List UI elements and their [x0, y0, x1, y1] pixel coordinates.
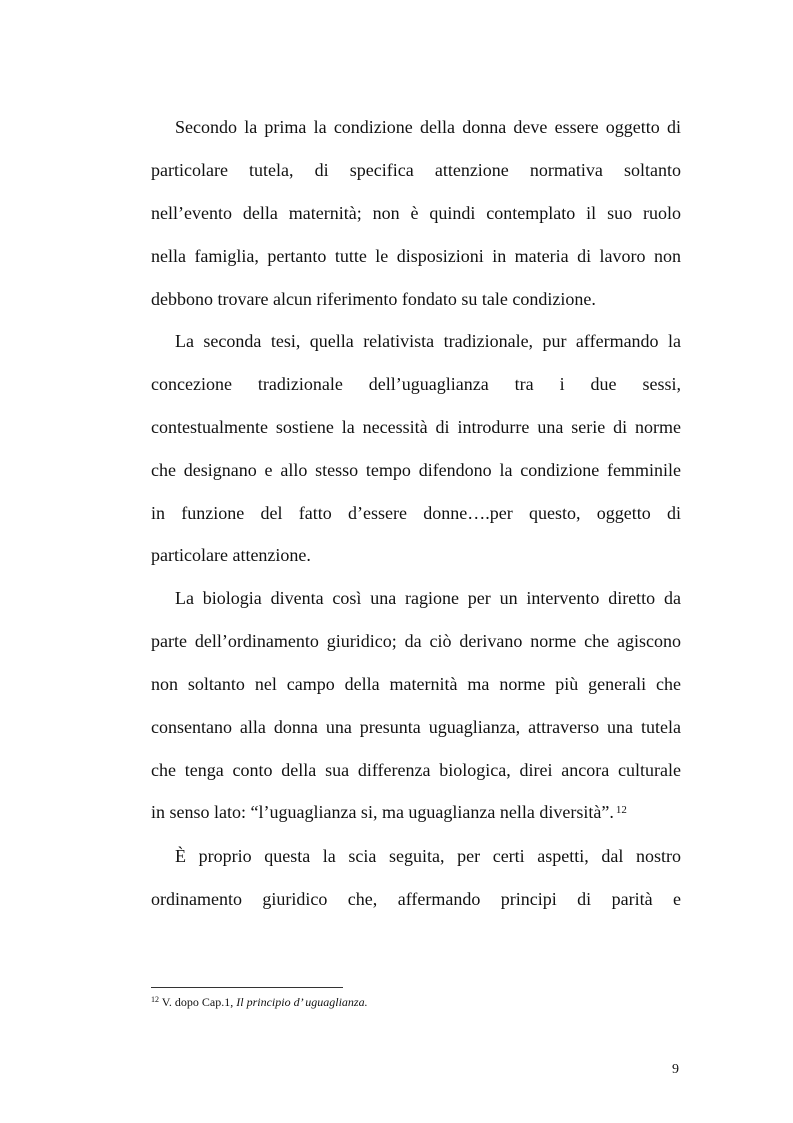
body-text-line: particolare attenzione. — [151, 545, 311, 565]
body-text-line: contestualmente sostiene la necessità di introdurre una serie di norme — [151, 417, 681, 437]
body-text-line: È proprio questa la scia seguita, per certi aspetti, dal nostro — [175, 846, 681, 866]
footnote-reference[interactable]: 12 — [615, 804, 627, 816]
body-text-line: in senso lato: “l’uguaglianza si, ma uguaglianza nella diversità”. — [151, 802, 614, 822]
body-text-line: debbono trovare alcun riferimento fondato su tale condizione. — [151, 289, 596, 309]
body-text-line: in funzione del fatto d’essere donne….per questo, oggetto di — [151, 503, 681, 523]
body-text-line: ordinamento giuridico che, affermando principi di parità e — [151, 889, 681, 909]
page-number: 9 — [672, 1062, 679, 1077]
body-text-line: che tenga conto della sua differenza biologica, direi ancora culturale — [151, 760, 681, 780]
body-text-line: non soltanto nel campo della maternità ma norme più generali che — [151, 674, 681, 694]
body-text-line: La biologia diventa così una ragione per un intervento diretto da — [175, 588, 681, 608]
body-text-line: che designano e allo stesso tempo difendono la condizione femminile — [151, 460, 681, 480]
footnote-text: V. dopo Cap.1, — [159, 995, 237, 1009]
body-text-line: nella famiglia, pertanto tutte le disposizioni in materia di lavoro non — [151, 246, 681, 266]
footnote-separator — [151, 987, 343, 988]
footnote — [151, 994, 368, 1010]
body-text-line: particolare tutela, di specifica attenzione normativa soltanto — [151, 160, 681, 180]
body-text-line: La seconda tesi, quella relativista tradizionale, pur affermando la — [175, 331, 681, 351]
body-text-line: parte dell’ordinamento giuridico; da ciò derivano norme che agiscono — [151, 631, 681, 651]
body-text-line: consentano alla donna una presunta uguaglianza, attraverso una tutela — [151, 717, 681, 737]
body-text-line: nell’evento della maternità; non è quindi contemplato il suo ruolo — [151, 203, 681, 223]
footnote-title: Il principio d’ uguaglianza. — [236, 995, 368, 1009]
body-text-line: Secondo la prima la condizione della donna deve essere oggetto di — [175, 117, 681, 137]
footnote-number: 12 — [151, 995, 159, 1004]
body-text-line: concezione tradizionale dell’uguaglianza tra i due sessi, — [151, 374, 681, 394]
body-text-line-with-note — [151, 801, 681, 823]
